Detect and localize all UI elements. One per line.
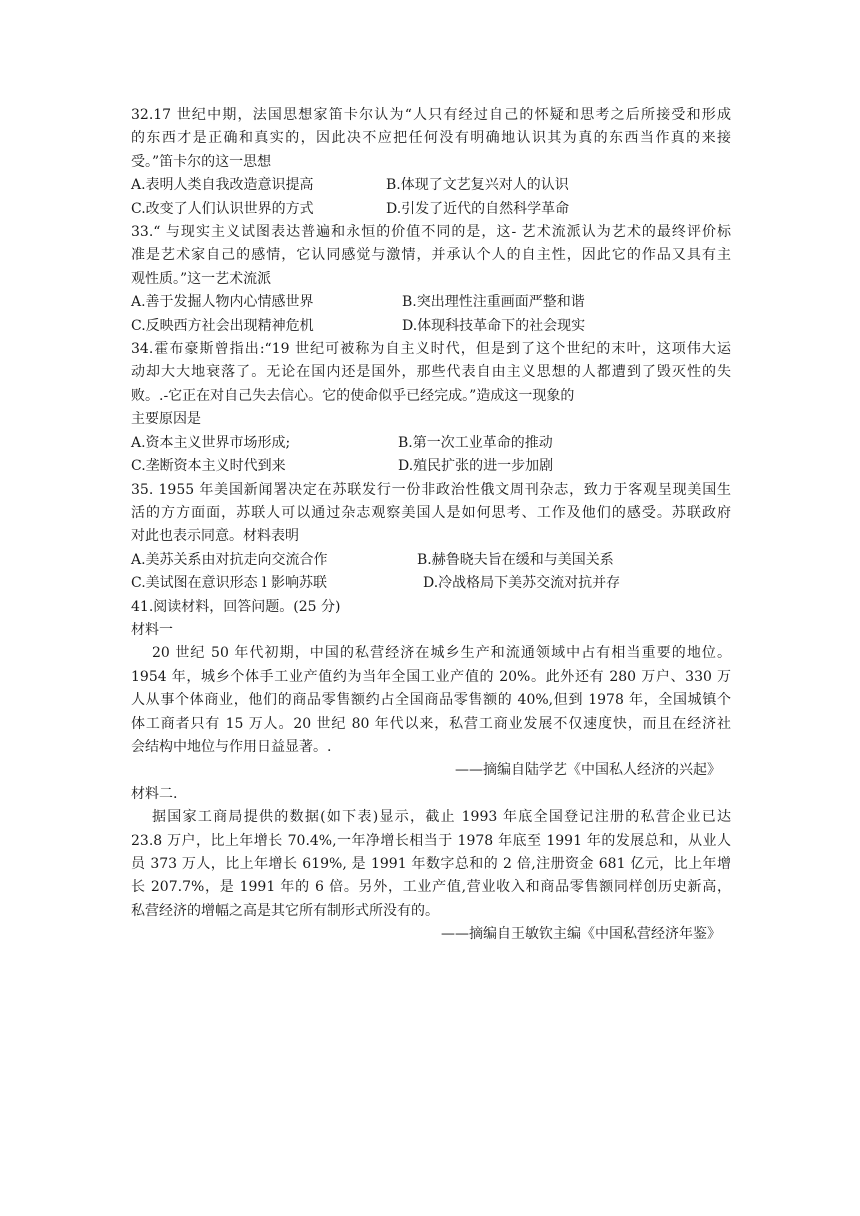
paragraph-line: 23.8 万户，比上年增长 70.4%,一年净增长相当于 1978 年底至 1991 年的发展总和，从业人: [131, 832, 731, 849]
option-row: [131, 455, 731, 478]
option-row: [131, 291, 731, 314]
option-c: C.美试图在意识形态 l 影响苏联: [131, 575, 328, 592]
paragraph-line: 私营经济的增幅之高是其它所有制形式所没有的。: [131, 902, 439, 919]
question-32: [131, 104, 731, 221]
question-stem-line: 33.“ 与现实主义试图表达普遍和永恒的价值不同的是，这- 艺术流派认为艺术的最终评价标: [131, 224, 731, 241]
paragraph-line: 体工商者只有 15 万人。20 世纪 80 年代以来，私营工商业发展不仅速度快，而且在经济社: [131, 715, 731, 732]
paragraph-line: 人从事个体商业，他们的商品零售额约占全国商品零售额的 40%,但到 1978 年，全国城镇个: [131, 692, 731, 709]
option-a: A.表明人类自我改造意识提高: [131, 177, 314, 194]
question-35: [131, 479, 731, 596]
question-stem-line: 动却大大地衰落了。无论在国内还是国外，那些代表自由主义思想的人都遭到了毁灭性的失: [131, 364, 731, 381]
option-d: D.体现科技革命下的社会现实: [402, 317, 586, 334]
option-row: [131, 572, 731, 595]
exam-page: [131, 104, 731, 947]
material-1-title: 材料一: [131, 621, 173, 638]
question-34: [131, 338, 731, 478]
paragraph-line: 据国家工商局提供的数据(如下表)显示，截止 1993 年底全国登记注册的私营企业已达: [152, 809, 731, 826]
question-stem-line: 观性质。”这一艺术流派: [131, 270, 272, 287]
question-heading: 41.阅读材料，回答问题。(25 分): [131, 598, 341, 615]
option-c: C.改变了人们认识世界的方式: [131, 200, 314, 217]
option-b: B.突出理性注重画面严整和谐: [402, 294, 585, 311]
option-d: D.殖民扩张的进一步加剧: [398, 458, 554, 475]
option-row: [131, 198, 731, 221]
question-stem-line: 对此也表示同意。材料表明: [131, 528, 299, 545]
option-b: B.体现了文艺复兴对人的认识: [386, 177, 569, 194]
material-2-title: 材料二.: [131, 785, 178, 802]
option-row: [131, 315, 731, 338]
question-33: [131, 221, 731, 338]
option-a: A.美苏关系由对抗走向交流合作: [131, 551, 328, 568]
option-a: A.资本主义世界市场形成;: [131, 434, 291, 451]
question-stem-line: 32.17 世纪中期，法国思想家笛卡尔认为“人只有经过自己的怀疑和思考之后所接受和形成: [131, 107, 731, 123]
option-d: D.引发了近代的自然科学革命: [386, 200, 570, 217]
question-stem-line: 活的方方面面，苏联人可以通过杂志观察美国人是如何思考、工作及他们的感受。苏联政府: [131, 504, 731, 521]
option-row: [131, 432, 731, 455]
option-row: [131, 549, 731, 572]
option-a: A.善于发掘人物内心情感世界: [131, 294, 314, 311]
question-stem-line: 准是艺术家自己的感情，它认同感觉与激情，并承认个人的自主性，因此它的作品又具有主: [131, 247, 731, 264]
option-d: D.冷战格局下美苏交流对抗并存: [423, 575, 621, 592]
paragraph-line: 1954 年，城乡个体手工业产值约为当年全国工业产值的 20%。此外还有 280 万户、330 万: [131, 668, 731, 685]
paragraph-line: 会结构中地位与作用日益显著。.: [131, 738, 332, 755]
question-stem-line: 35. 1955 年美国新闻署决定在苏联发行一份非政治性俄文周刊杂志，致力于客观呈现美国生: [131, 481, 731, 498]
material-2-body: [131, 806, 731, 923]
material-1-source: ——摘编自陆学艺《中国私人经济的兴起》: [455, 762, 721, 779]
material-1-body: [131, 642, 731, 759]
option-c: C.垄断资本主义时代到来: [131, 458, 286, 475]
question-stem-line: 的东西才是正确和真实的，因此决不应把任何没有明确地认识其为真的东西当作真的来接: [131, 130, 731, 147]
option-b: B.第一次工业革命的推动: [398, 434, 553, 451]
question-stem-line: 败。.-它正在对自己失去信心。它的使命似乎已经完成。”造成这一现象的: [131, 387, 575, 404]
question-41: [131, 596, 731, 947]
option-b: B.赫鲁晓夫旨在缓和与美国关系: [417, 551, 614, 568]
option-row: [131, 174, 731, 197]
question-stem-line: 34.霍布豪斯曾指出:“19 世纪可被称为自主义时代，但是到了这个世纪的末叶，这项伟大运: [131, 341, 731, 358]
paragraph-line: 员 373 万人，比上年增长 619%, 是 1991 年数字总和的 2 倍,注册资金 681 亿元，比上年增: [131, 856, 731, 872]
question-stem-line: 受。”笛卡尔的这一思想: [131, 153, 272, 170]
material-2-source: ——摘编自王敏钦主编《中国私营经济年鉴》: [441, 926, 721, 943]
paragraph-line: 长 207.7%，是 1991 年的 6 倍。另外，工业产值,营业收入和商品零售额同样创历史新高，: [131, 879, 731, 896]
paragraph-line: 20 世纪 50 年代初期，中国的私营经济在城乡生产和流通领域中占有相当重要的地位。: [152, 645, 731, 662]
option-c: C.反映西方社会出现精神危机: [131, 317, 314, 334]
question-stem-line: 主要原因是: [131, 411, 201, 428]
